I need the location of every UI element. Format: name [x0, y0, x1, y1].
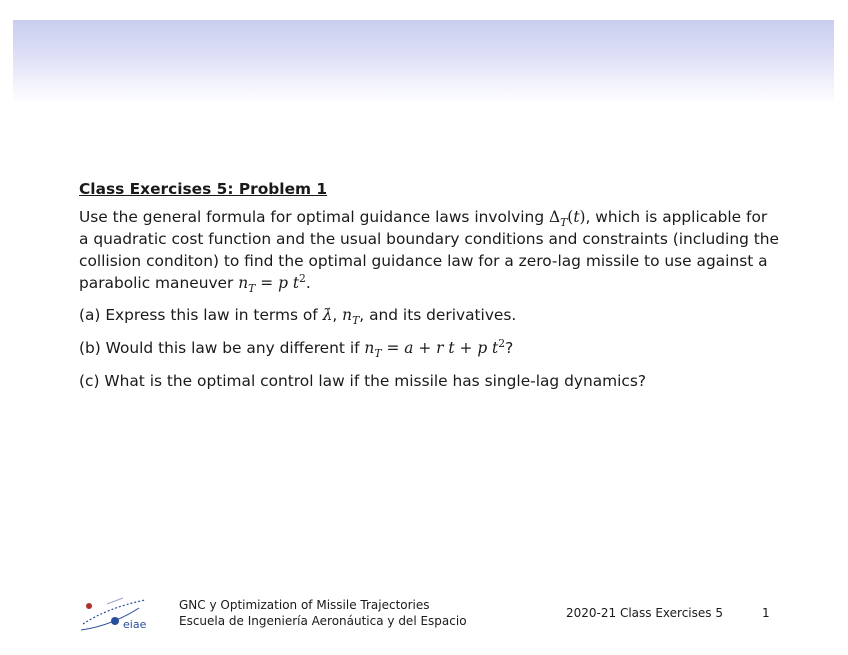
footer [13, 592, 834, 637]
parabolic-maneuver-formula: $n_T = p$ $t^2$ [238, 271, 306, 296]
item-a-suffix: , and its derivatives. [359, 306, 517, 324]
item-c: (c) What is the optimal control law if the missile has single-lag dynamics? [79, 372, 647, 390]
slide-content [79, 178, 779, 403]
item-b [79, 337, 779, 359]
lambda-dot-symbol: λ̇ [322, 306, 333, 324]
footer-course: GNC y Optimization of Missile Trajectories [179, 598, 430, 612]
item-b-prefix: (b) Would this law be any different if [79, 339, 365, 357]
problem-statement: Use the general formula for optimal guidance laws involving $\Delta_T(t)$, which is applicable for a quadratic cost function and the usual boundary conditions and constraints (including the collision conditon) to find the optimal guidance law for a zero-lag missile to use against a parabolic maneuver $n_T = p$ $t^2$. [79, 208, 779, 296]
header-band [13, 20, 834, 104]
delta-t-expression: $\Delta_T(t)$ [548, 208, 586, 230]
intro-text-2: , which is applicable for a quadratic cost function and the usual boundary conditions and constraints (including the collision conditon) to find the optimal guidance law for a zero-lag missile to use against a parabolic maneuver [79, 208, 779, 292]
footer-course-info [179, 597, 467, 629]
slide [13, 20, 834, 637]
item-a-prefix: (a) Express this law in terms of [79, 306, 323, 324]
logo-text: eiae [123, 618, 147, 631]
item-a: (a) Express this law in terms of λ̇, $n_T$, and its derivatives. [79, 306, 517, 328]
footer-school: Escuela de Ingeniería Aeronáutica y del Espacio [179, 614, 467, 628]
item-b-suffix: ? [505, 339, 514, 357]
footer-session: 2020-21 Class Exercises 5 [566, 606, 723, 620]
quadratic-maneuver-formula: $n_T = a + r$ t + p $t^2$ [364, 336, 506, 361]
n-t-symbol: $n_T$ [342, 306, 360, 328]
page-number: 1 [762, 606, 770, 620]
intro-text-1: Use the general formula for optimal guidance laws involving [79, 208, 549, 226]
problem-title: Class Exercises 5: Problem 1 [79, 180, 328, 198]
eiae-logo-icon [77, 594, 157, 634]
